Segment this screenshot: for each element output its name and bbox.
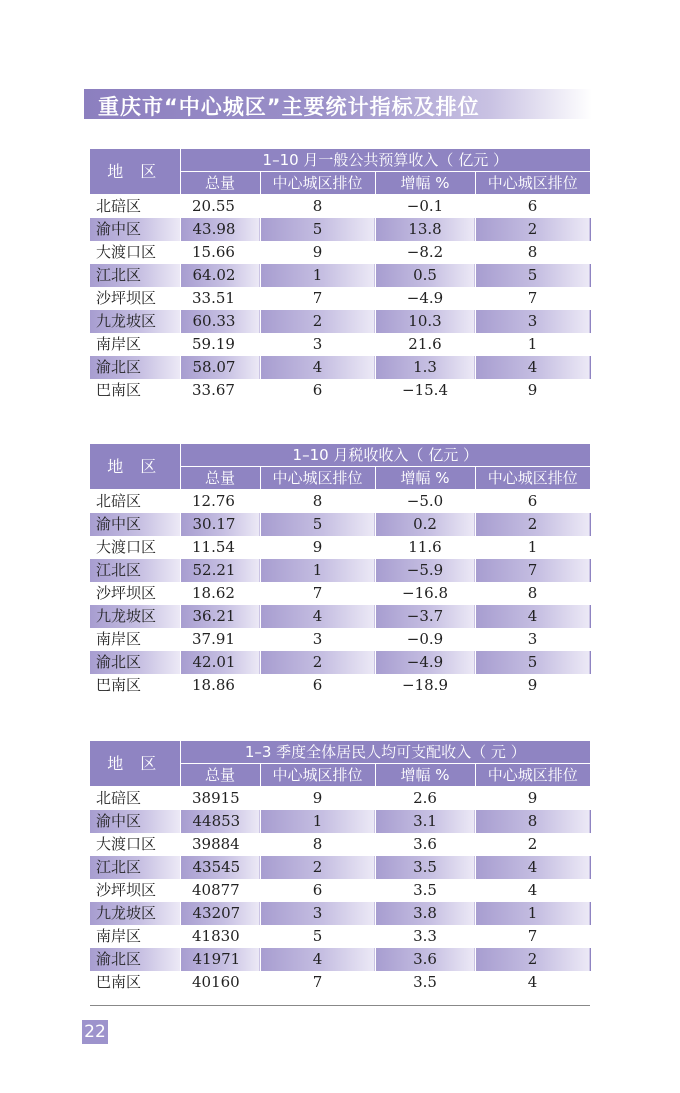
total-rank: 3: [312, 630, 323, 648]
total-value: 15.66: [192, 243, 235, 261]
column-header-growth: 增幅 %: [375, 172, 475, 195]
table-row: [90, 559, 590, 582]
table-row: [90, 628, 590, 651]
growth-value: −16.8: [402, 584, 448, 602]
growth-rank: 8: [527, 243, 538, 261]
growth-value: 2.6: [413, 789, 437, 807]
total-rank: 5: [312, 927, 323, 945]
total-value: 33.51: [192, 289, 235, 307]
growth-rank: 4: [475, 856, 590, 879]
growth-value: 0.5: [375, 264, 475, 287]
region-name: 九龙坡区: [90, 310, 180, 333]
table-row: [90, 513, 590, 536]
total-rank: 9: [312, 538, 323, 556]
total-value: 39884: [192, 835, 240, 853]
growth-value: 3.6: [375, 948, 475, 971]
column-header-growth: 增幅 %: [375, 467, 475, 490]
total-value: 60.33: [180, 310, 260, 333]
growth-value: −4.9: [406, 289, 444, 307]
growth-value: 3.5: [375, 856, 475, 879]
total-rank: 6: [312, 381, 323, 399]
growth-rank: 4: [527, 881, 538, 899]
region-column-header: 地 区: [90, 741, 180, 787]
growth-value: 11.6: [408, 538, 442, 556]
table-row: [90, 490, 590, 514]
growth-value: −8.2: [406, 243, 444, 261]
table-row: [90, 856, 590, 879]
total-value: 41971: [180, 948, 260, 971]
table-row: [90, 651, 590, 674]
total-rank: 1: [260, 264, 375, 287]
column-header-growth-rank: 中心城区排位: [475, 467, 590, 490]
region-name: 南岸区: [96, 927, 142, 945]
page-title-bar: [84, 89, 592, 119]
column-header-total-rank: 中心城区排位: [260, 172, 375, 195]
region-name: 大渡口区: [96, 538, 157, 556]
total-value: 40877: [192, 881, 240, 899]
table-bottom-rule: [90, 1005, 590, 1006]
total-rank: 7: [312, 584, 323, 602]
total-value: 33.67: [192, 381, 235, 399]
region-column-header: 地 区: [90, 149, 180, 195]
growth-rank: 2: [475, 218, 590, 241]
table-row: [90, 333, 590, 356]
region-name: 大渡口区: [96, 243, 157, 261]
region-name: 江北区: [90, 856, 180, 879]
total-rank: 4: [260, 948, 375, 971]
region-name: 江北区: [90, 264, 180, 287]
growth-value: 0.2: [375, 513, 475, 536]
column-header-total: 总量: [180, 172, 260, 195]
region-name: 九龙坡区: [90, 605, 180, 628]
total-rank: 4: [260, 605, 375, 628]
growth-value: −5.0: [406, 492, 444, 510]
growth-rank: 2: [475, 513, 590, 536]
table-row: [90, 810, 590, 833]
table-group-header: 1–10 月税收收入（ 亿元 ）: [180, 444, 590, 467]
total-value: 12.76: [192, 492, 235, 510]
table-row: [90, 833, 590, 856]
table-group-header: 1–3 季度全体居民人均可支配收入（ 元 ）: [180, 741, 590, 764]
total-rank: 2: [260, 856, 375, 879]
column-header-total-rank: 中心城区排位: [260, 764, 375, 787]
growth-rank: 3: [475, 310, 590, 333]
growth-rank: 6: [527, 197, 538, 215]
growth-rank: 2: [527, 835, 538, 853]
budget-revenue-table: [90, 148, 591, 402]
total-value: 40160: [192, 973, 240, 991]
total-value: 38915: [192, 789, 240, 807]
region-name: 沙坪坝区: [96, 289, 157, 307]
total-value: 64.02: [180, 264, 260, 287]
growth-value: 21.6: [408, 335, 442, 353]
total-value: 36.21: [180, 605, 260, 628]
table-row: [90, 287, 590, 310]
region-name: 南岸区: [96, 630, 142, 648]
growth-rank: 5: [475, 264, 590, 287]
region-name: 北碚区: [96, 197, 142, 215]
total-value: 43207: [180, 902, 260, 925]
growth-rank: 8: [527, 584, 538, 602]
growth-value: 3.8: [375, 902, 475, 925]
total-rank: 5: [260, 218, 375, 241]
column-header-total-rank: 中心城区排位: [260, 467, 375, 490]
table-row: [90, 536, 590, 559]
table-row: [90, 787, 590, 811]
growth-value: 1.3: [375, 356, 475, 379]
total-value: 52.21: [180, 559, 260, 582]
growth-value: −4.9: [375, 651, 475, 674]
region-name: 沙坪坝区: [96, 584, 157, 602]
growth-value: 10.3: [375, 310, 475, 333]
total-rank: 5: [260, 513, 375, 536]
growth-rank: 4: [475, 356, 590, 379]
total-rank: 6: [312, 676, 323, 694]
growth-rank: 1: [527, 538, 538, 556]
table-row: [90, 310, 590, 333]
total-rank: 6: [312, 881, 323, 899]
growth-value: 3.3: [413, 927, 437, 945]
total-rank: 7: [312, 289, 323, 307]
region-column-header: 地 区: [90, 444, 180, 490]
growth-rank: 4: [527, 973, 538, 991]
total-value: 18.62: [192, 584, 235, 602]
growth-rank: 9: [527, 381, 538, 399]
total-value: 43.98: [180, 218, 260, 241]
region-name: 南岸区: [96, 335, 142, 353]
region-name: 渝中区: [90, 513, 180, 536]
growth-rank: 7: [475, 559, 590, 582]
table-row: [90, 605, 590, 628]
growth-rank: 1: [527, 335, 538, 353]
total-rank: 8: [312, 492, 323, 510]
region-name: 巴南区: [96, 676, 142, 694]
region-name: 北碚区: [96, 492, 142, 510]
total-rank: 8: [312, 197, 323, 215]
total-rank: 4: [260, 356, 375, 379]
total-rank: 2: [260, 310, 375, 333]
region-name: 江北区: [90, 559, 180, 582]
growth-value: 3.1: [375, 810, 475, 833]
table-row: [90, 971, 590, 994]
growth-value: −0.9: [406, 630, 444, 648]
total-value: 42.01: [180, 651, 260, 674]
total-value: 37.91: [192, 630, 235, 648]
growth-value: −3.7: [375, 605, 475, 628]
total-value: 44853: [180, 810, 260, 833]
table-row: [90, 582, 590, 605]
table-row: [90, 925, 590, 948]
table-row: [90, 264, 590, 287]
region-name: 巴南区: [96, 381, 142, 399]
total-value: 58.07: [180, 356, 260, 379]
growth-rank: 8: [475, 810, 590, 833]
growth-rank: 2: [475, 948, 590, 971]
growth-value: −15.4: [402, 381, 448, 399]
growth-rank: 1: [475, 902, 590, 925]
table-group-header: 1–10 月一般公共预算收入（ 亿元 ）: [180, 149, 590, 172]
table-row: [90, 879, 590, 902]
total-value: 30.17: [180, 513, 260, 536]
growth-value: 3.5: [413, 973, 437, 991]
total-value: 41830: [192, 927, 240, 945]
growth-value: 13.8: [375, 218, 475, 241]
growth-rank: 4: [475, 605, 590, 628]
total-rank: 3: [312, 335, 323, 353]
region-name: 渝北区: [90, 356, 180, 379]
table-row: [90, 902, 590, 925]
total-value: 18.86: [192, 676, 235, 694]
page-title: 重庆市“中心城区”主要统计指标及排位: [98, 95, 480, 119]
growth-rank: 7: [527, 289, 538, 307]
growth-rank: 9: [527, 676, 538, 694]
table-row: [90, 195, 590, 219]
region-name: 巴南区: [96, 973, 142, 991]
growth-value: −18.9: [402, 676, 448, 694]
table-row: [90, 379, 590, 402]
region-name: 沙坪坝区: [96, 881, 157, 899]
total-rank: 9: [312, 243, 323, 261]
total-value: 43545: [180, 856, 260, 879]
table-row: [90, 356, 590, 379]
column-header-total: 总量: [180, 764, 260, 787]
table-row: [90, 948, 590, 971]
total-rank: 7: [312, 973, 323, 991]
total-rank: 2: [260, 651, 375, 674]
disposable-income-table: [90, 740, 591, 994]
growth-value: 3.6: [413, 835, 437, 853]
region-name: 渝北区: [90, 651, 180, 674]
growth-rank: 6: [527, 492, 538, 510]
region-name: 北碚区: [96, 789, 142, 807]
table-row: [90, 241, 590, 264]
table-row: [90, 674, 590, 697]
total-rank: 8: [312, 835, 323, 853]
total-value: 20.55: [192, 197, 235, 215]
page-number: 22: [82, 1020, 108, 1044]
column-header-total: 总量: [180, 467, 260, 490]
growth-rank: 3: [527, 630, 538, 648]
column-header-growth: 增幅 %: [375, 764, 475, 787]
growth-rank: 7: [527, 927, 538, 945]
growth-value: −0.1: [406, 197, 444, 215]
column-header-growth-rank: 中心城区排位: [475, 172, 590, 195]
region-name: 渝北区: [90, 948, 180, 971]
total-rank: 3: [260, 902, 375, 925]
table-row: [90, 218, 590, 241]
growth-value: 3.5: [413, 881, 437, 899]
total-rank: 1: [260, 559, 375, 582]
tax-revenue-table: [90, 443, 591, 697]
growth-rank: 5: [475, 651, 590, 674]
total-value: 59.19: [192, 335, 235, 353]
total-rank: 1: [260, 810, 375, 833]
region-name: 渝中区: [90, 810, 180, 833]
region-name: 渝中区: [90, 218, 180, 241]
total-value: 11.54: [192, 538, 235, 556]
column-header-growth-rank: 中心城区排位: [475, 764, 590, 787]
growth-rank: 9: [527, 789, 538, 807]
total-rank: 9: [312, 789, 323, 807]
growth-value: −5.9: [375, 559, 475, 582]
region-name: 大渡口区: [96, 835, 157, 853]
region-name: 九龙坡区: [90, 902, 180, 925]
